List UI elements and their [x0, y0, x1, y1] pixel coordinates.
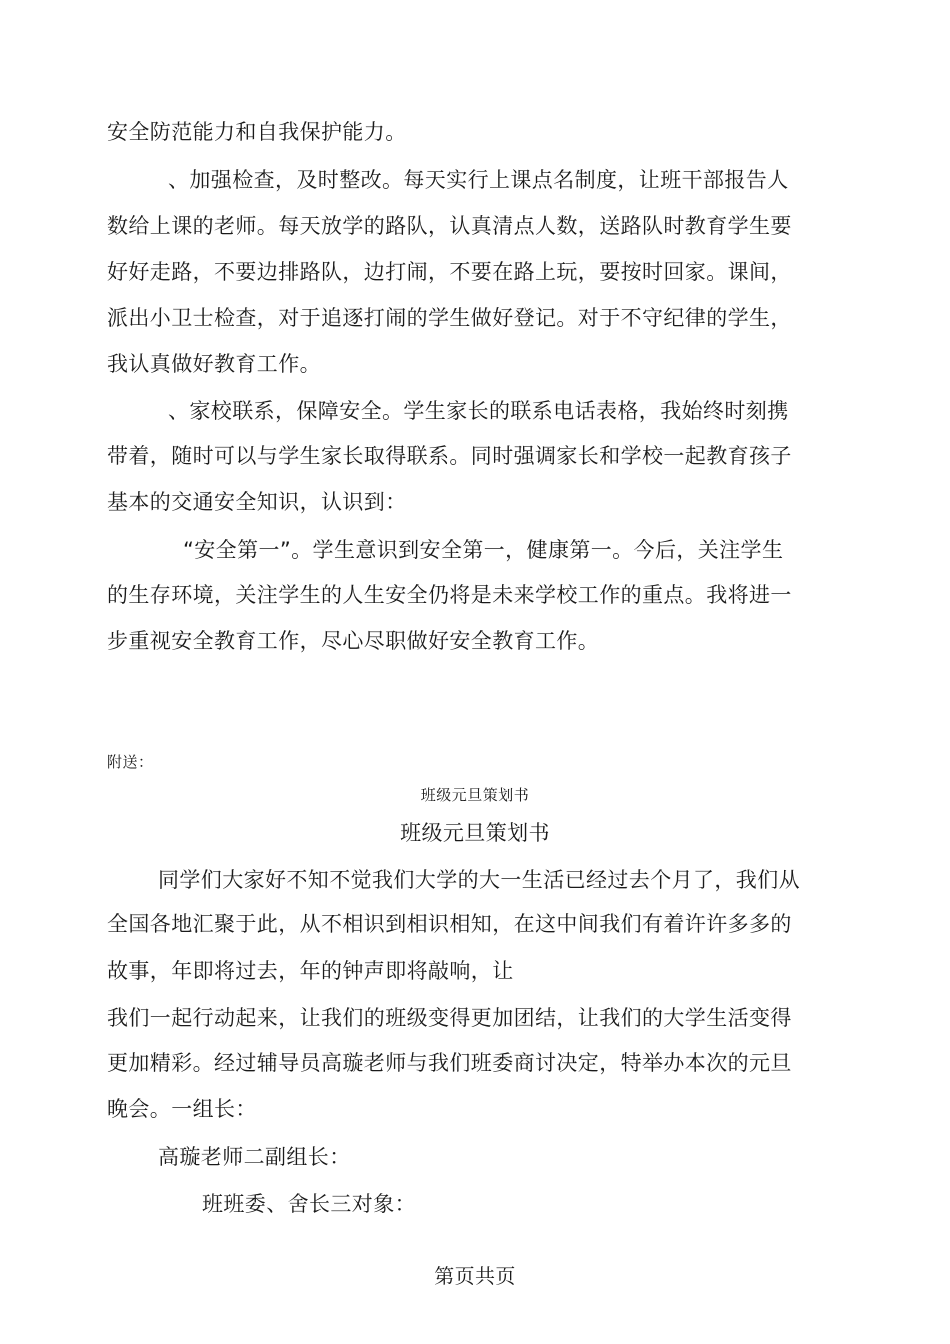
paragraph-line: 故事，年即将过去，年的钟声即将敲响，让 — [107, 959, 514, 983]
paragraph-line: 的生存环境，关注学生的人生安全仍将是未来学校工作的重点。我将进一 — [107, 583, 792, 607]
paragraph-line: “安全第一”。学生意识到安全第一，健康第一。今后，关注学生 — [183, 538, 784, 562]
paragraph-line: 好好走路，不要边排路队，边打闹，不要在路上玩，要按时回家。课间， — [107, 260, 792, 284]
paragraph-line: 同学们大家好不知不觉我们大学的大一生活已经过去个月了，我们从 — [158, 868, 800, 892]
paragraph-line: 晚会。一组长： — [107, 1097, 257, 1121]
paragraph-line: 高璇老师二副组长： — [158, 1145, 351, 1169]
paragraph-line: 派出小卫士检查，对于追逐打闹的学生做好登记。对于不守纪律的学生， — [107, 306, 792, 330]
paragraph-line: 我认真做好教育工作。 — [107, 352, 321, 376]
paragraph-line: 基本的交通安全知识，认识到： — [107, 490, 407, 514]
paragraph-line: 带着，随时可以与学生家长取得联系。同时强调家长和学校一起教育孩子 — [107, 444, 792, 468]
appendix-label: 附送： — [107, 753, 154, 771]
paragraph-line: 步重视安全教育工作，尽心尽职做好安全教育工作。 — [107, 629, 600, 653]
paragraph-line: 、家校联系，保障安全。学生家长的联系电话表格，我始终时刻携 — [168, 399, 789, 423]
paragraph-line: 数给上课的老师。每天放学的路队，认真清点人数，送路队时教育学生要 — [107, 214, 792, 238]
paragraph-line: 安全防范能力和自我保护能力。 — [107, 120, 407, 144]
paragraph-line: 班班委、舍长三对象： — [202, 1192, 416, 1216]
paragraph-line: 、加强检查，及时整改。每天实行上课点名制度，让班干部报告人 — [168, 168, 789, 192]
page-title: 班级元旦策划书 — [400, 821, 550, 845]
page-footer: 第页共页 — [434, 1264, 516, 1288]
paragraph-line: 我们一起行动起来，让我们的班级变得更加团结，让我们的大学生活变得 — [107, 1006, 792, 1030]
paragraph-line: 更加精彩。经过辅导员高璇老师与我们班委商讨决定，特举办本次的元旦 — [107, 1051, 792, 1075]
paragraph-line: 全国各地汇聚于此，从不相识到相识相知，在这中间我们有着许许多多的 — [107, 912, 792, 936]
small-title: 班级元旦策划书 — [420, 786, 530, 804]
